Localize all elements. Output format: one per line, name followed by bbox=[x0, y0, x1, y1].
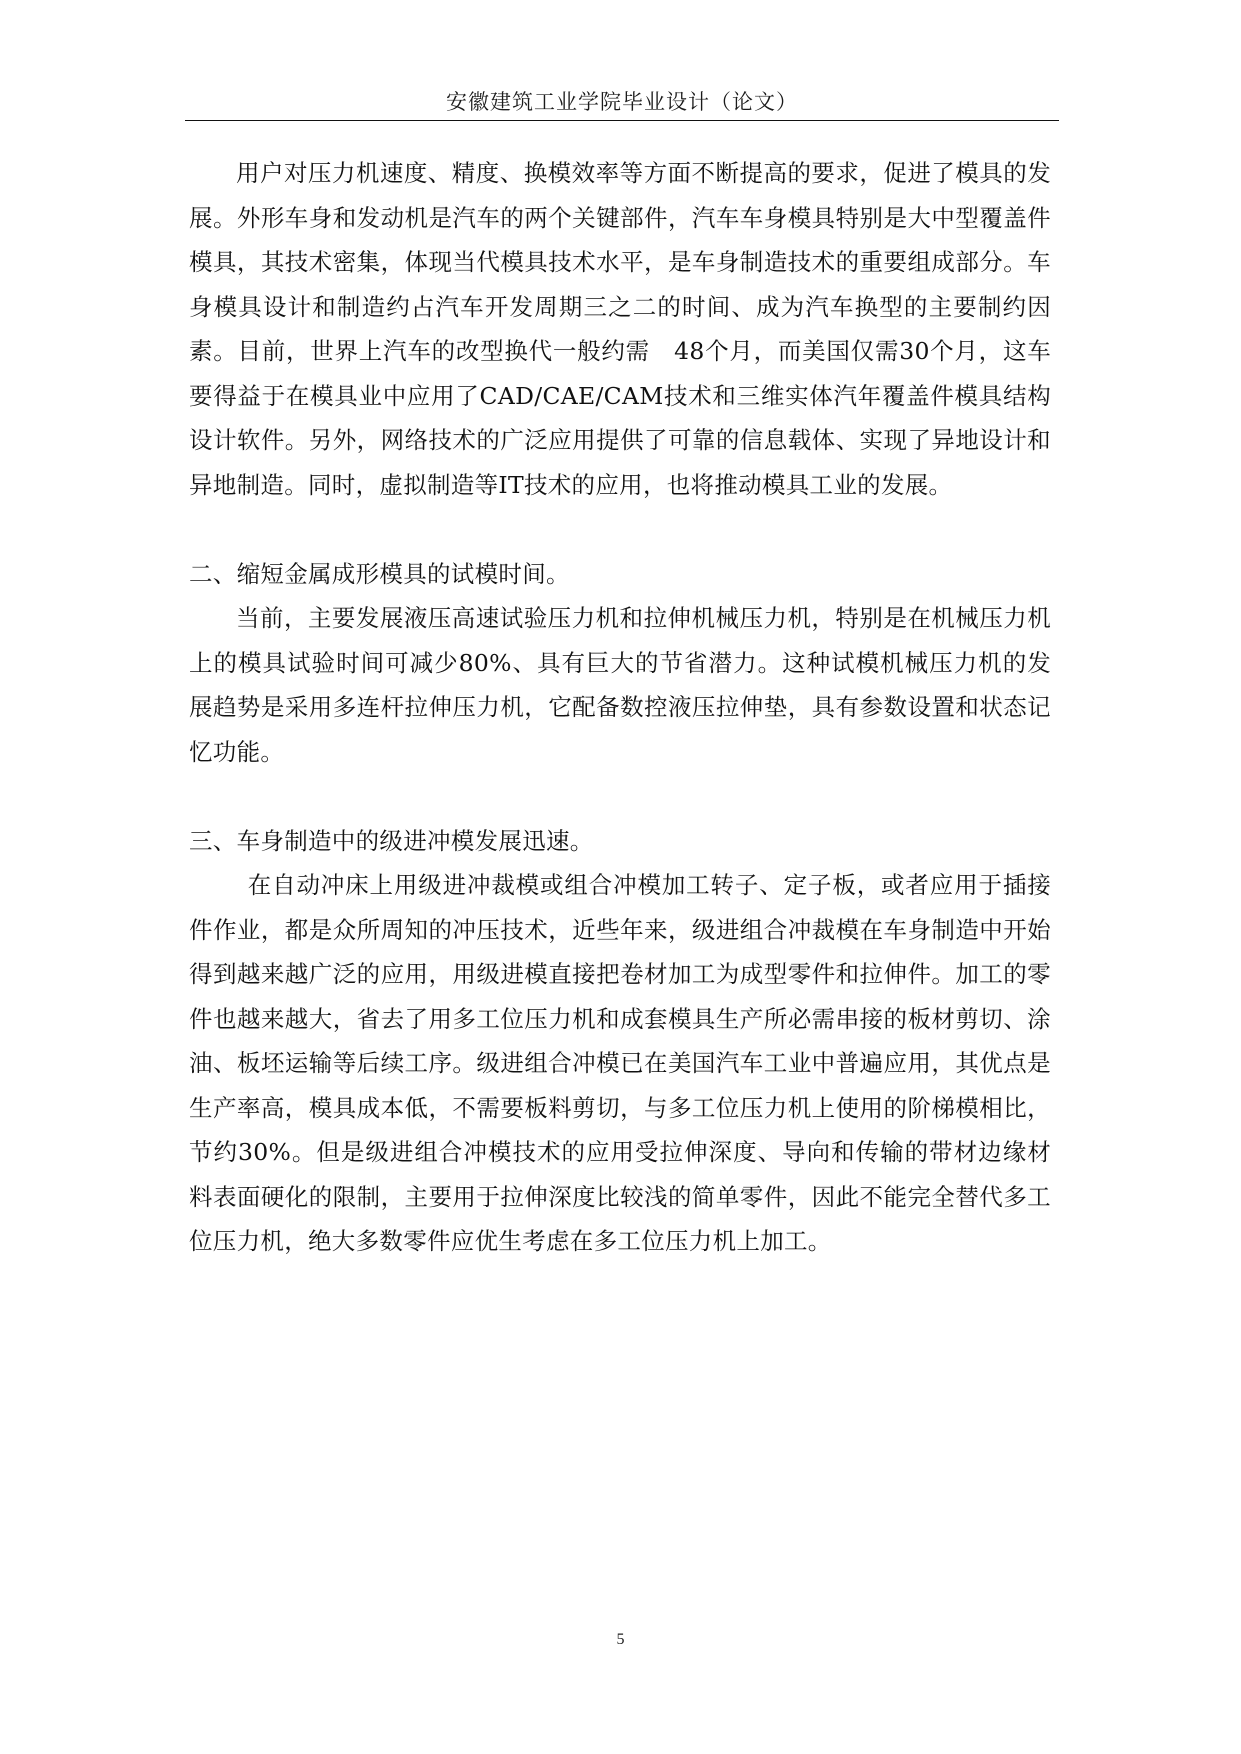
body-paragraph-1: 用户对压力机速度、精度、换模效率等方面不断提高的要求，促进了模具的发展。外形车身和发动机是汽车的两个关键部件，汽车车身模具特别是大中型覆盖件模具，其技术密集，体现当代模具技术水平，是车身制造技术的重要组成部分。车身模具设计和制造约占汽车开发周期三之二的时间、成为汽车换型的主要制约因素。目前，世界上汽车的改型换代一般约需 48个月，而美国仅需30个月，这车要得益于在模具业中应用了CAD/CAE/CAM技术和三维实体汽年覆盖件模具结构设计软件。另外，网络技术的广泛应用提供了可靠的信息载体、实现了异地设计和异地制造。同时，虚拟制造等IT技术的应用，也将推动模具工业的发展。 bbox=[189, 159, 1051, 499]
section-heading-2: 二、缩短金属成形模具的试模时间。 bbox=[189, 559, 570, 588]
body-paragraph-3: 在自动冲床上用级进冲裁模或组合冲模加工转子、定子板，或者应用于插接件作业，都是众所周知的冲压技术，近些年来，级进组合冲裁模在车身制造中开始得到越来越广泛的应用，用级进模直接把卷材加工为成型零件和拉伸件。加工的零件也越来越大，省去了用多工位压力机和成套模具生产所必需串接的板材剪切、涂油、板坯运输等后续工序。级进组合冲模已在美国汽车工业中普遍应用，其优点是生产率高，模具成本低，不需要板料剪切，与多工位压力机上使用的阶梯模相比，节约30%。但是级进组合冲模技术的应用受拉伸深度、导向和传输的带材边缘材料表面硬化的限制，主要用于拉伸深度比较浅的简单零件，因此不能完全替代多工位压力机，绝大多数零件应优生考虑在多工位压力机上加工。 bbox=[189, 871, 1051, 1255]
paragraph-spacer bbox=[189, 507, 1051, 552]
document-body bbox=[189, 151, 1051, 1264]
header-divider bbox=[185, 120, 1059, 121]
body-paragraph-2: 当前，主要发展液压高速试验压力机和拉伸机械压力机，特别是在机械压力机上的模具试验时间可减少80%、具有巨大的节省潜力。这种试模机械压力机的发展趋势是采用多连杆拉伸压力机，它配备数控液压拉伸垫，具有参数设置和状态记忆功能。 bbox=[189, 604, 1051, 766]
paragraph-spacer bbox=[189, 774, 1051, 819]
section-heading-3: 三、车身制造中的级进冲模发展迅速。 bbox=[189, 826, 594, 855]
page-number: 5 bbox=[616, 1631, 625, 1648]
page-header-title: 安徽建筑工业学院毕业设计（论文） bbox=[446, 90, 798, 114]
